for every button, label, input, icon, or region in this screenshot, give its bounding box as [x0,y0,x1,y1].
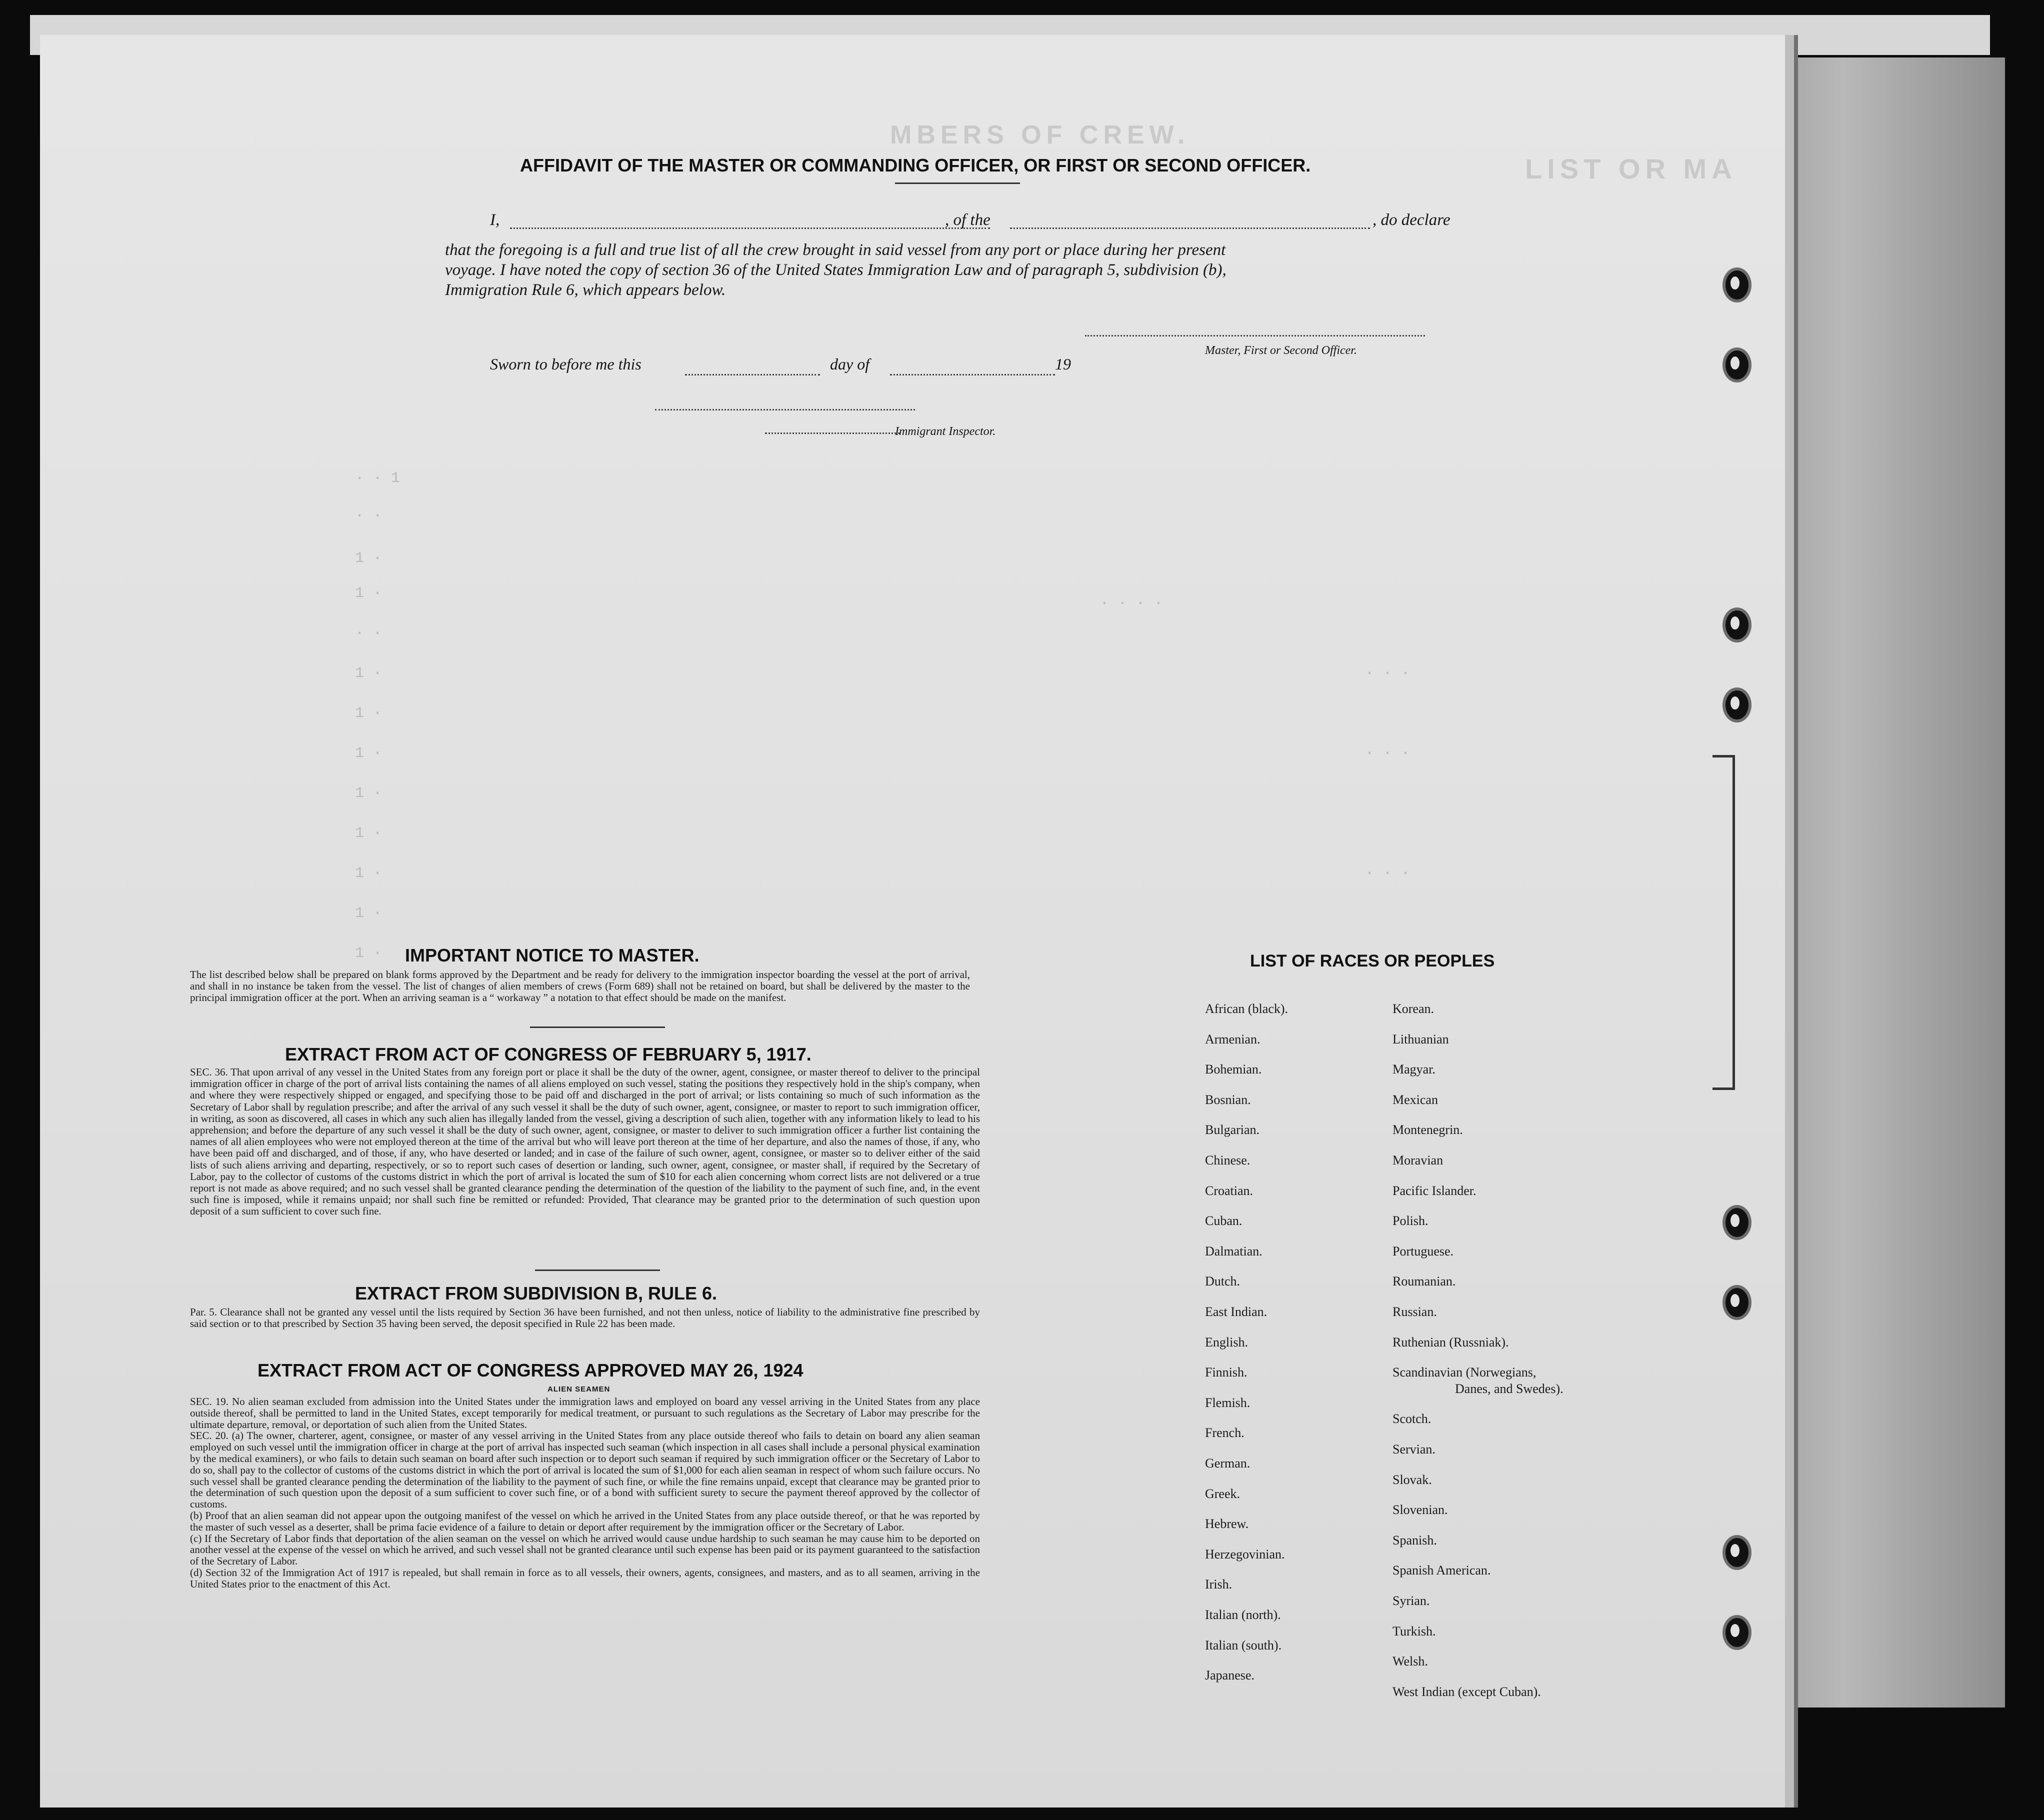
race-item: Cuban. [1205,1214,1242,1228]
race-item: Welsh. [1392,1654,1428,1669]
race-item: Montenegrin. [1392,1122,1463,1138]
race-item: Greek. [1205,1486,1240,1501]
race-item: African (black). [1205,1002,1288,1016]
race-item: Scandinavian (Norwegians, [1392,1365,1536,1380]
race-item: Russian. [1392,1304,1437,1319]
extract-1924-body [190,1396,980,1590]
affidavit-line-2: voyage. I have noted the copy of section 36 of the United States Immigration Law and of paragraph 5, subdivision (b), [445,261,1226,279]
binder-hole [1722,1205,1752,1240]
race-item: Herzegovinian. [1205,1546,1285,1562]
affidavit-i-label: I, [490,211,500,229]
race-item: Danes, and Swedes). [1455,1381,1564,1396]
race-item: Scotch. [1392,1412,1432,1426]
race-item: Irish. [1205,1577,1232,1592]
sworn-label: Sworn to before me this [490,355,642,373]
notice-rule [530,1026,665,1028]
binder-hole [1722,1285,1752,1320]
extract-1917-rule [535,1270,660,1271]
affidavit-line-3: Immigration Rule 6, which appears below. [445,281,726,299]
races-title: LIST OF RACES OR PEOPLES [1250,952,1495,970]
sec20a-paragraph: SEC. 20. (a) The owner, charterer, agent, consignee, or master of any vessel arriving in the United States from any place outside thereof who fails to detain on board any alien seaman employed on such vessel until the immigration officer in charge at the port of arrival has inspected such seaman (which inspection in all cases shall include a personal physical examination by the medical examiners), or who fails to detain such seaman on board after such inspection or to deport such seaman if required by such immigration officer or the Secretary of Labor to do so, shall pay to the collector of customs of the customs district in which the port of arrival is located the sum of $1,000 for each alien seaman in respect of whom such failure occurs. No such vessel shall be granted clearance pending the determination of the liability to the payment of such fine, or while the fine remains unpaid, except that clearance may be granted prior to the determination of such question upon the deposit of a sum sufficient to cover such fine, or of a bond with sufficient surety to secure the payment thereof approved by the collector of customs. [190,1430,980,1510]
race-item: Ruthenian (Russniak). [1392,1334,1509,1350]
extract-1917-title: EXTRACT FROM ACT OF CONGRESS OF FEBRUARY 5, 1917. [285,1044,812,1064]
name-blank[interactable] [510,228,990,229]
bleed-through-title: LIST OR MA [1525,153,1737,184]
manifest-back-page: LIST OR MA MBERS OF CREW. · · 1 · · 1 · 1 · · · 1 · 1 · 1 · 1 · 1 · 1 · 1 · 1 · · · · · · · · · · · · · · AFFIDAVIT OF THE MASTER OR COMMANDING OFFICER, OR FIRST OR SECOND OFFICER. I, , of the , do declare that the foregoing is a full and true list of all the crew brought in said vessel from any port or place during her present voyage. I have noted the copy of section 36 of the United States Immigration Law and of paragraph 5, subdivision (b), Immigration Rule 6, which appears below. Master, First or Second Officer. Sworn to before me this day of 19 Immigrant Inspector. IMPORTANT NOTICE TO MASTER. The list described below shall be prepared on blank forms approved by the Department and be ready for delivery to the immigration inspector boarding the vessel at the port of arrival, and shall in no instance be taken from the vessel. The list of changes of alien members of crews (Form 689) shall not be retained on board, but shall be delivered by the master to the principal immigration officer at the port. When an arriving seaman is a “ workaway ” a notation to that effect should be made on the manifest. EXTRACT FROM ACT OF CONGRESS OF FEBRUARY 5, 1917. SEC. 36. That upon arrival of any vessel in the United States from any foreign port or place it shall be the duty of the owner, agent, consignee, or master thereof to deliver to the principal immigration officer in charge of the port of arrival lists containing the names of all aliens employed on such vessel, stating the positions they respectively hold in the ship's company, when and where they were respectively shipped or engaged, and specifying those to be paid off and discharged in the port of arrival; or lists containing so much of such information as the Secretary of Labor shall by regulation prescribe; and after the arrival of any such vessel it shall be the duty of such owner, agent, consignee, or master to report to such immigration officer, in writing, as soon as discovered, all cases in which any such alien has illegally landed from the vessel, giving a description of such alien, together with any information likely to lead to his apprehension; and before the departure of any such vessel it shall be the duty of such owner, agent, consignee, or master to deliver to such immigration officer a further list containing the names of all alien employees who were not employed thereon at the time of the arrival but who will leave port thereon at the time of her departure, and also the names of those, if any, who have been paid off and discharged, and of those, if any, who have deserted or landed; and in case of the failure of such owner, agent, consignee, or master so to deliver either of the said lists of such aliens arriving and departing, respectively, or so to report such cases of desertion or landing, such owner, agent, consignee, or master shall, if required by the Secretary of Labor, pay to the collector of customs of the customs district in which the port of arrival is located the sum of $10 for each alien concerning whom correct lists are not delivered or a true report is not made as above required; and no such vessel shall be granted clearance pending the determination of the question of the liability to the payment of such fine, and, in the event such fine is imposed, while it remains unpaid; nor shall such fine be remitted or refunded: Provided, That clearance may be granted prior to the determination of such question upon deposit of a sum sufficient to cover such fine. EXTRACT FROM SUBDIVISION B, RULE 6. Par. 5. Clearance shall not be granted any vessel until the lists required by Section 36 have been furnished, and not then unless, notice of liability to the administrative fine prescribed by said section or to that prescribed by Section 35 having been served, the deposit specified in Rule 22 has been made. EXTRACT FROM ACT OF CONGRESS APPROVED MAY 26, 1924 ALIEN SEAMEN SEC. 19. No alien seaman excluded from admission into the United States under the immigration laws and employed on board any vessel arriving in the United States from any place outside thereof, shall be permitted to land in the United States, except temporarily for medical treatment, or pursuant to such regulations as the Secretary of Labor may prescribe for the ultimate departure, removal, or deportation of such alien from the United States. SEC. 20. (a) The owner, charterer, agent, consignee, or master of any vessel arriving in the United States from any place outside thereof who fails to detain on board any alien seaman employed on such vessel until the immigration officer in charge at the port of arrival has inspected such seaman (which inspection in all cases shall include a personal physical examination by the medical examiners), or who fails to detain such seaman on board after such inspection or to deport such seaman if required by such immigration officer or the Secretary of Labor to do so, shall pay to the collector of customs of the customs district in which the port of arrival is located the sum of $1,000 for each alien seaman in respect of whom such failure occurs. No such vessel shall be granted clearance pending the determination of the liability to the payment of such fine, or while the fine remains unpaid, except that clearance may be granted prior to the determination of such question upon the deposit of a sum sufficient to cover such fine, or of a bond with sufficient surety to secure the payment thereof approved by the collector of customs. (b) Proof that an alien seaman did not appear upon the outgoing manifest of the vessel on which he arrived in the United States from any place outside thereof, or that he was reported by the master of such vessel as a deserter, shall be prima facie evidence of a failure to detain or deport after requirement by the immigration officer or the Secretary of Labor. (c) If the Secretary of Labor finds that deportation of the alien seaman on the vessel on which he arrived would cause undue hardship to such seaman he may cause him to be deported on another vessel at the expense of the vessel on which he arrived, and such vessel shall not be granted clearance until such expense has been paid or its payment guaranteed to the satisfaction of the Secretary of Labor. (d) Section 32 of the Immigration Act of 1917 is repealed, but shall remain in force as to all vessels, their owners, agents, consignees, and masters, and as to all seamen, arriving in the United States prior to the enactment of this Act. LIST OF RACES OR PEOPLES African (black). Armenian. Bohemian. Bosnian. Bulgarian. Chinese. Croatian. Cuban. Dalmatian. Dutch. East Indian. English. Finnish. Flemish. French. German. Greek. Hebrew. Herzegovinian. Irish. Italian (north). Italian (south). Japanese. Korean. Lithuanian Magyar. Mexican Montenegrin. Moravian Pacific Islander. Polish. Portuguese. Roumanian. Russian. Ruthenian (Russniak). Scandinavian (Norwegians, Danes, and Swedes). Scotch. Servian. Slovak. Slovenian. Spanish. Spanish American. Syrian. Turkish. Welsh. West Indian (except Cuban). [40,35,1785,1808]
race-item: East Indian. [1205,1304,1268,1319]
affidavit-title: AFFIDAVIT OF THE MASTER OR COMMANDING OFFICER, OR FIRST OR SECOND OFFICER. [520,155,1311,176]
race-item: Chinese. [1205,1153,1250,1168]
master-signature-blank[interactable] [1085,335,1425,336]
binder-hole [1722,1535,1752,1570]
sec20c-paragraph: (c) If the Secretary of Labor finds that deportation of the alien seaman on the vessel on which he arrived would cause undue hardship to such seaman he may cause him to be deported on another vessel at the expense of the vessel on which he arrived, and such vessel shall not be granted clearance until such expense has been paid or its payment guaranteed to the satisfaction of the Secretary of Labor. [190,1532,980,1568]
race-item: Lithuanian [1392,1032,1449,1046]
race-item: English. [1205,1334,1248,1350]
race-item: Korean. [1392,1002,1434,1016]
inspector-dotted-lead [765,432,900,434]
year-label: 19 [1055,355,1071,373]
race-item: Roumanian. [1392,1274,1456,1289]
extract-1924-subtitle: ALIEN SEAMEN [548,1385,610,1394]
binder-hole [1722,268,1752,302]
race-item: Bohemian. [1205,1062,1262,1077]
race-item: Turkish. [1392,1624,1436,1638]
page-bracket [1712,755,1735,1090]
day-of-label: day of [830,355,870,373]
race-item: Italian (south). [1205,1638,1282,1652]
binder-hole [1722,348,1752,382]
extract-1924-title: EXTRACT FROM ACT OF CONGRESS APPROVED MAY 26, 1924 [258,1360,804,1380]
race-item: French. [1205,1426,1244,1440]
sec20b-paragraph: (b) Proof that an alien seaman did not appear upon the outgoing manifest of the vessel on which he arrived in the United States from any place outside thereof, or that he was reported by the master of such vessel as a deserter, shall be prima facie evidence of a failure to detain or deport after requirement by the immigration officer or the Secretary of Labor. [190,1509,980,1533]
notice-title: IMPORTANT NOTICE TO MASTER. [405,945,700,966]
sworn-day-blank[interactable] [685,374,820,376]
affidavit-line-1: that the foregoing is a full and true list of all the crew brought in said vessel from any port or place during her present [445,241,1226,259]
race-item: German. [1205,1456,1250,1470]
sworn-month-blank[interactable] [890,374,1055,376]
race-item: Slovak. [1392,1472,1432,1487]
race-item: Dalmatian. [1205,1244,1262,1258]
binder-hole [1722,1615,1752,1650]
race-item: Hebrew. [1205,1516,1249,1532]
race-item: Flemish. [1205,1395,1250,1410]
race-item: Spanish. [1392,1532,1437,1548]
race-item: Croatian. [1205,1183,1254,1198]
race-item: West Indian (except Cuban). [1392,1684,1541,1699]
race-item: Spanish American. [1392,1563,1491,1578]
race-item: Finnish. [1205,1365,1248,1380]
title-rule [895,182,1020,184]
race-item: Pacific Islander. [1392,1183,1476,1198]
race-item: Polish. [1392,1214,1428,1228]
rule6-title: EXTRACT FROM SUBDIVISION B, RULE 6. [355,1283,718,1304]
race-item: Japanese. [1205,1668,1254,1683]
race-item: Portuguese. [1392,1244,1454,1258]
affidavit-of-the: , of the [945,211,990,229]
extract-1917-body: SEC. 36. That upon arrival of any vessel in the United States from any foreign port or place it shall be the duty of the owner, agent, consignee, or master thereof to deliver to the principal immigration officer in charge of the port of arrival lists containing the names of all aliens employed on such vessel, stating the positions they respectively hold in the ship's company, when and where they were respectively shipped or engaged, and specifying those to be paid off and discharged in the port of arrival; or lists containing so much of such information as the Secretary of Labor shall by regulation prescribe; and after the arrival of any such vessel it shall be the duty of such owner, agent, consignee, or master to report to such immigration officer, in writing, as soon as discovered, all cases in which any such alien has illegally landed from the vessel, giving a description of such alien, together with any information likely to lead to his apprehension; and before the departure of any such vessel it shall be the duty of such owner, agent, consignee, or master to deliver to such immigration officer a further list containing the names of all alien employees who were not employed thereon at the time of the arrival but who will leave port thereon at the time of her departure, and also the names of those, if any, who have been paid off and discharged, and of those, if any, who have deserted or landed; and in case of the failure of such owner, agent, consignee, or master so to deliver either of the said lists of such aliens arriving and departing, respectively, or so to report such cases of desertion or landing, such owner, agent, consignee, or master shall, if required by the Secretary of Labor, pay to the collector of customs of the customs district in which the port of arrival is located the sum of $10 for each alien concerning whom correct lists are not delivered or a true report is not made as above required; and no such vessel shall be granted clearance pending the determination of the question of the liability to the payment of such fine, and, in the event such fine is imposed, while it remains unpaid; nor shall such fine be remitted or refunded: Provided, That clearance may be granted prior to the determination of such question upon deposit of a sum sufficient to cover such fine. [190,1066,980,1218]
race-item: Dutch. [1205,1274,1240,1289]
affidavit-do-declare: , do declare [1372,211,1450,229]
inspector-signature-blank[interactable] [655,409,915,410]
bleed-through-title-2: MBERS OF CREW. [890,120,1190,150]
vessel-blank[interactable] [1010,228,1370,229]
race-item: Italian (north). [1205,1608,1281,1622]
master-signature-label: Master, First or Second Officer. [1205,344,1357,357]
race-item: Slovenian. [1392,1502,1448,1518]
race-item: Mexican [1392,1092,1438,1107]
rule6-body: Par. 5. Clearance shall not be granted any vessel until the lists required by Section 36 have been furnished, and not then unless, notice of liability to the administrative fine prescribed by said section or to that prescribed by Section 35 having been served, the deposit specified in Rule 22 has been made. [190,1306,980,1330]
race-item: Syrian. [1392,1594,1430,1608]
sec20d-paragraph: (d) Section 32 of the Immigration Act of 1917 is repealed, but shall remain in force as to all vessels, their owners, agents, consignees, and masters, and as to all seamen, arriving in the United States prior to the enactment of this Act. [190,1566,980,1590]
race-item: Moravian [1392,1153,1444,1168]
race-item: Bosnian. [1205,1092,1251,1107]
inspector-label: Immigrant Inspector. [895,425,996,438]
race-item: Armenian. [1205,1032,1260,1046]
affidavit-statement [445,240,1445,300]
race-item: Magyar. [1392,1062,1436,1077]
binder-hole [1722,688,1752,722]
race-item: Bulgarian. [1205,1122,1260,1138]
binder-hole [1722,608,1752,642]
notice-body: The list described below shall be prepared on blank forms approved by the Department and be ready for delivery to the immigration inspector boarding the vessel at the port of arrival, and shall in no instance be taken from the vessel. The list of changes of alien members of crews (Form 689) shall not be retained on board, but shall be delivered by the master to the principal immigration officer at the port. When an arriving seaman is a “ workaway ” a notation to that effect should be made on the manifest. [190,968,970,1004]
sec19-paragraph: SEC. 19. No alien seaman excluded from admission into the United States under the immigration laws and employed on board any vessel arriving in the United States from any place outside thereof, shall be permitted to land in the United States, except temporarily for medical treatment, or pursuant to such regulations as the Secretary of Labor may prescribe for the ultimate departure, removal, or deportation of such alien from the United States. [190,1396,980,1430]
race-item: Servian. [1392,1442,1436,1456]
